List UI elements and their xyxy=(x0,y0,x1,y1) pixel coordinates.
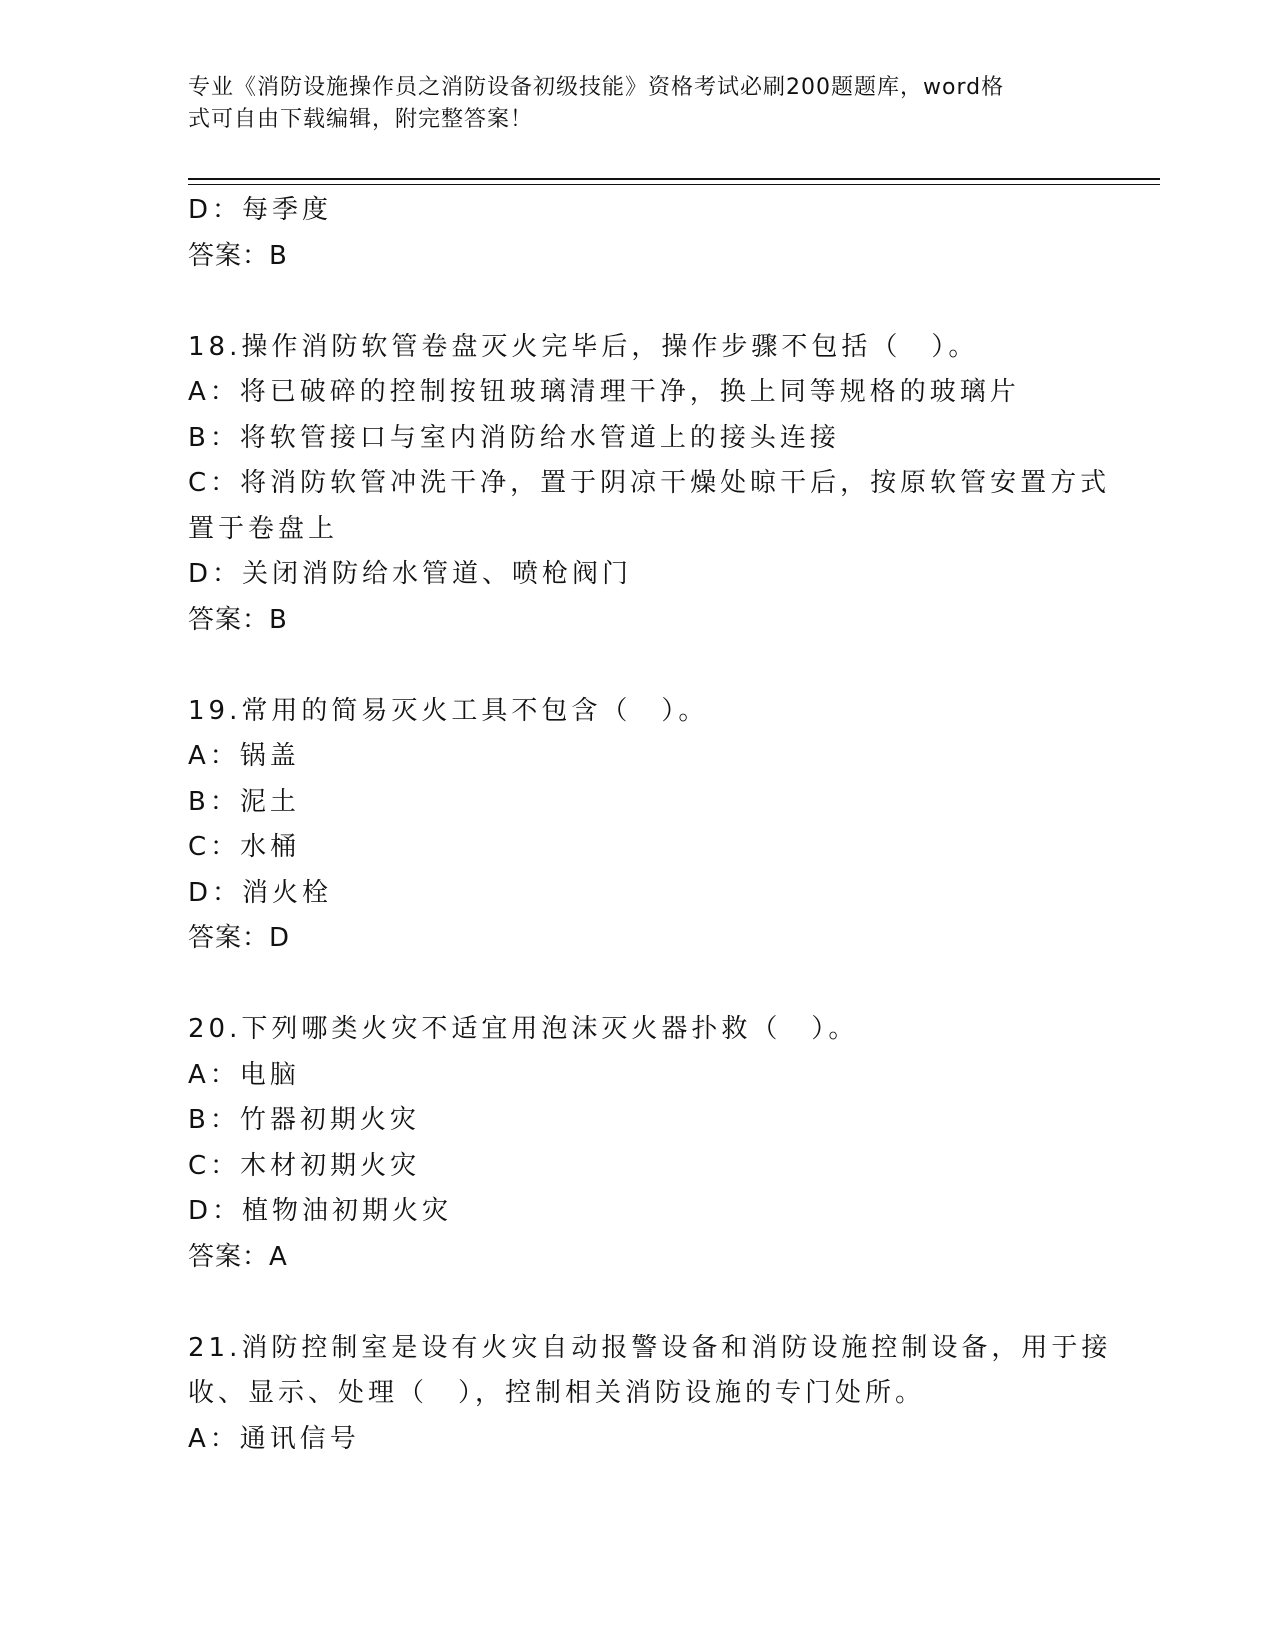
option-d: D：每季度 xyxy=(188,195,333,225)
answer: 答案：B xyxy=(188,604,288,635)
question-21 xyxy=(188,1326,1112,1463)
option-b: B：将软管接口与室内消防给水管道上的接头连接 xyxy=(188,422,840,453)
option-a: A：将已破碎的控制按钮玻璃清理干净，换上同等规格的玻璃片 xyxy=(188,377,1020,407)
question-18 xyxy=(188,325,1111,644)
question-stem: 20.下列哪类火灾不适宜用泡沫灭火器扑救（ ）。 xyxy=(188,1014,859,1044)
header-rule-thin xyxy=(188,184,1160,185)
question-stem: 19.常用的简易灭火工具不包含（ ）。 xyxy=(188,695,709,726)
option-d: D：消火栓 xyxy=(188,877,333,908)
option-a: A：锅盖 xyxy=(188,741,300,771)
header-line-2: 式可自由下载编辑，附完整答案！ xyxy=(188,107,534,132)
answer: 答案：B xyxy=(188,240,288,271)
option-c: C：将消防软管冲洗干净，置于阴凉干燥处晾干后，按原软管安置方式 xyxy=(188,468,1111,498)
question-20 xyxy=(188,1007,1088,1280)
question-stem: 18.操作消防软管卷盘灭火完毕后，操作步骤不包括（ ）。 xyxy=(188,331,979,362)
option-c: C：水桶 xyxy=(188,832,301,862)
question-19 xyxy=(188,689,1088,962)
option-b: B：泥土 xyxy=(188,786,300,817)
document-header xyxy=(188,72,1088,136)
header-rule-thick xyxy=(188,178,1160,180)
spacer xyxy=(188,1280,1088,1326)
option-d: D：关闭消防给水管道、喷枪阀门 xyxy=(188,559,633,589)
header-line-1: 专业《消防设施操作员之消防设备初级技能》资格考试必刷200题题库，word格 xyxy=(188,75,1005,100)
option-d: D：植物油初期火灾 xyxy=(188,1196,453,1226)
question-list xyxy=(188,188,1112,1462)
question-stem: 21.消防控制室是设有火灾自动报警设备和消防设施控制设备，用于接 xyxy=(188,1332,1112,1363)
option-c-continued: 置于卷盘上 xyxy=(188,513,339,544)
answer: 答案：D xyxy=(188,923,291,953)
answer: 答案：A xyxy=(188,1241,288,1272)
spacer xyxy=(188,279,1088,325)
spacer xyxy=(188,962,1088,1008)
question-stem-continued: 收、显示、处理（ ），控制相关消防设施的专门处所。 xyxy=(188,1378,926,1408)
option-a: A：通讯信号 xyxy=(188,1423,360,1454)
question-17-tail xyxy=(188,188,1088,279)
option-c: C：木材初期火灾 xyxy=(188,1150,421,1181)
option-a: A：电脑 xyxy=(188,1059,300,1090)
spacer xyxy=(188,643,1088,689)
option-b: B：竹器初期火灾 xyxy=(188,1105,420,1135)
